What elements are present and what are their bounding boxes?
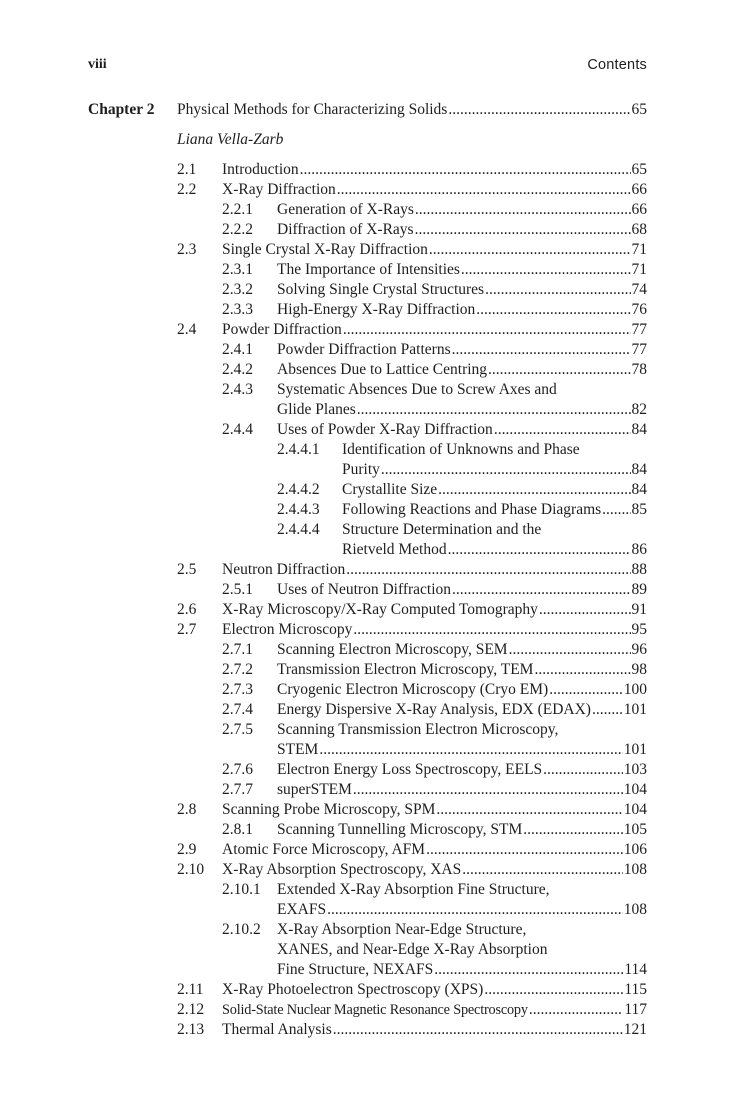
- section-number: 2.4.4.3: [277, 501, 320, 518]
- section-title: Powder Diffraction Patterns: [277, 341, 451, 358]
- section-page: 77: [631, 321, 647, 338]
- section-number: 2.3.1: [222, 261, 253, 278]
- section-title: Glide Planes: [277, 401, 356, 418]
- section-title: Following Reactions and Phase Diagrams: [342, 501, 602, 518]
- dot-leader: [488, 360, 630, 380]
- section-title: XANES, and Near-Edge X-Ray Absorption: [277, 941, 548, 958]
- section-title: Electron Energy Loss Spectroscopy, EELS: [277, 761, 543, 778]
- section-page: 65: [631, 161, 647, 178]
- section-page: 88: [631, 561, 647, 578]
- section-page: 86: [631, 541, 647, 558]
- toc-entry[interactable]: [0, 880, 735, 900]
- dot-leader: [337, 180, 631, 200]
- section-number: 2.1: [177, 161, 197, 178]
- dot-leader: [539, 600, 631, 620]
- dot-leader: [452, 580, 630, 600]
- section-page: 82: [631, 401, 647, 418]
- dot-leader: [300, 160, 631, 180]
- chapter-page: 65: [631, 101, 647, 118]
- dot-leader: [346, 560, 630, 580]
- section-number: 2.3.2: [222, 281, 253, 298]
- section-title: Solving Single Crystal Structures: [277, 281, 485, 298]
- section-title: X-Ray Diffraction: [222, 181, 336, 198]
- section-title: Uses of Neutron Diffraction: [277, 581, 452, 598]
- toc-entry[interactable]: [0, 840, 735, 860]
- dot-leader: [476, 300, 630, 320]
- chapter-label: Chapter 2: [88, 101, 155, 118]
- section-title: High-Energy X-Ray Diffraction: [277, 301, 476, 318]
- dot-leader: [353, 780, 623, 800]
- section-number: 2.4.4.1: [277, 441, 320, 458]
- dot-leader: [415, 200, 631, 220]
- toc-entry-continuation[interactable]: [0, 400, 735, 420]
- toc-entry[interactable]: [0, 440, 735, 460]
- section-number: 2.4.4.2: [277, 481, 320, 498]
- section-number: 2.7.5: [222, 721, 253, 738]
- section-page: 66: [631, 201, 647, 218]
- dot-leader: [448, 100, 630, 120]
- section-page: 96: [631, 641, 647, 658]
- section-page: 71: [631, 241, 647, 258]
- toc-entry[interactable]: [0, 160, 735, 180]
- section-page: 84: [631, 461, 647, 478]
- section-title: Diffraction of X-Rays: [277, 221, 414, 238]
- toc-entry[interactable]: [0, 340, 735, 360]
- section-page: 104: [623, 801, 647, 818]
- section-title: Purity: [342, 461, 380, 478]
- toc-entry[interactable]: [0, 300, 735, 320]
- toc-entry[interactable]: [0, 560, 735, 580]
- dot-leader: [484, 980, 623, 1000]
- toc-entry[interactable]: [0, 860, 735, 880]
- toc-entry[interactable]: [0, 240, 735, 260]
- section-page: 98: [631, 661, 647, 678]
- section-number: 2.12: [177, 1001, 205, 1018]
- dot-leader: [534, 660, 630, 680]
- dot-leader: [327, 900, 623, 920]
- toc-entry[interactable]: [0, 620, 735, 640]
- section-page: 95: [631, 621, 647, 638]
- section-page: 68: [631, 221, 647, 238]
- section-title: Electron Microscopy: [222, 621, 353, 638]
- section-title: EXAFS: [277, 901, 327, 918]
- dot-leader: [357, 400, 631, 420]
- section-title: Identification of Unknowns and Phase: [342, 441, 580, 458]
- section-page: 89: [631, 581, 647, 598]
- section-number: 2.4.1: [222, 341, 253, 358]
- dot-leader: [434, 960, 623, 980]
- section-number: 2.10.1: [222, 881, 261, 898]
- section-page: 104: [623, 781, 647, 798]
- section-title: Crystallite Size: [342, 481, 438, 498]
- section-number: 2.6: [177, 601, 197, 618]
- section-title: Cryogenic Electron Microscopy (Cryo EM): [277, 681, 549, 698]
- section-page: 84: [631, 421, 647, 438]
- section-number: 2.4.4: [222, 421, 253, 438]
- dot-leader: [602, 500, 630, 520]
- section-number: 2.7.7: [222, 781, 253, 798]
- section-page: 71: [631, 261, 647, 278]
- toc-entry[interactable]: [0, 1000, 735, 1020]
- section-title: Thermal Analysis: [222, 1021, 332, 1038]
- dot-leader: [523, 820, 622, 840]
- dot-leader: [592, 700, 623, 720]
- toc-entry[interactable]: [0, 660, 735, 680]
- toc-entry[interactable]: [0, 420, 735, 440]
- section-number: 2.4: [177, 321, 197, 338]
- dot-leader: [509, 640, 631, 660]
- section-title: Generation of X-Rays: [277, 201, 414, 218]
- toc-entry[interactable]: [0, 180, 735, 200]
- section-page: 101: [623, 701, 647, 718]
- toc-entry[interactable]: [0, 760, 735, 780]
- toc-entry-continuation[interactable]: [0, 900, 735, 920]
- section-page: 117: [624, 1001, 647, 1018]
- running-title: Contents: [587, 57, 647, 73]
- section-number: 2.7: [177, 621, 197, 638]
- dot-leader: [429, 240, 631, 260]
- chapter-title: Physical Methods for Characterizing Solids: [177, 101, 448, 118]
- section-title: Structure Determination and the: [342, 521, 542, 538]
- section-title: X-Ray Absorption Spectroscopy, XAS: [222, 861, 462, 878]
- dot-leader: [462, 860, 623, 880]
- section-page: 74: [631, 281, 647, 298]
- section-number: 2.5.1: [222, 581, 253, 598]
- section-number: 2.8: [177, 801, 197, 818]
- section-title: Solid-State Nuclear Magnetic Resonance Spectroscopy: [222, 1002, 528, 1018]
- section-page: 106: [623, 841, 647, 858]
- dot-leader: [461, 260, 631, 280]
- toc-entry[interactable]: [0, 320, 735, 340]
- section-title: Uses of Powder X-Ray Diffraction: [277, 421, 493, 438]
- toc-entry[interactable]: [0, 480, 735, 500]
- section-title: Energy Dispersive X-Ray Analysis, EDX (EDAX): [277, 701, 591, 718]
- section-title: Atomic Force Microscopy, AFM: [222, 841, 426, 858]
- toc-entry[interactable]: [0, 640, 735, 660]
- section-page: 78: [631, 361, 647, 378]
- toc-entry[interactable]: [0, 200, 735, 220]
- toc-entry-continuation[interactable]: [0, 940, 735, 960]
- section-number: 2.2.2: [222, 221, 253, 238]
- section-page: 85: [631, 501, 647, 518]
- toc-entry[interactable]: [0, 520, 735, 540]
- section-title: Introduction: [222, 161, 299, 178]
- dot-leader: [426, 840, 623, 860]
- section-number: 2.4.2: [222, 361, 253, 378]
- section-title: X-Ray Photoelectron Spectroscopy (XPS): [222, 981, 484, 998]
- section-page: 84: [631, 481, 647, 498]
- toc-entry-continuation[interactable]: [0, 960, 735, 980]
- section-page: 108: [623, 901, 647, 918]
- toc-entry[interactable]: [0, 360, 735, 380]
- section-title: superSTEM: [277, 781, 352, 798]
- section-number: 2.2: [177, 181, 197, 198]
- section-number: 2.4.3: [222, 381, 253, 398]
- toc-entry[interactable]: [0, 280, 735, 300]
- dot-leader: [381, 460, 631, 480]
- section-page: 91: [631, 601, 647, 618]
- section-title: X-Ray Microscopy/X-Ray Computed Tomography: [222, 601, 538, 618]
- dot-leader: [529, 1000, 623, 1020]
- toc-entry[interactable]: [0, 920, 735, 940]
- section-page: 121: [623, 1021, 647, 1038]
- section-title: Transmission Electron Microscopy, TEM: [277, 661, 534, 678]
- section-page: 77: [631, 341, 647, 358]
- toc-entry[interactable]: [0, 820, 735, 840]
- section-number: 2.4.4.4: [277, 521, 320, 538]
- dot-leader: [452, 340, 631, 360]
- section-title: Single Crystal X-Ray Diffraction: [222, 241, 428, 258]
- section-title: Scanning Probe Microscopy, SPM: [222, 801, 436, 818]
- section-page: 115: [624, 981, 647, 998]
- toc-entry[interactable]: [0, 680, 735, 700]
- dot-leader: [549, 680, 623, 700]
- page-number: viii: [88, 57, 107, 72]
- dot-leader: [438, 480, 630, 500]
- section-title: STEM: [277, 741, 319, 758]
- section-number: 2.2.1: [222, 201, 253, 218]
- section-number: 2.7.6: [222, 761, 253, 778]
- section-title: Systematic Absences Due to Screw Axes and: [277, 381, 557, 398]
- section-number: 2.3: [177, 241, 197, 258]
- chapter-entry[interactable]: [0, 100, 735, 120]
- section-page: 100: [623, 681, 647, 698]
- toc-entry[interactable]: [0, 220, 735, 240]
- section-title: Powder Diffraction: [222, 321, 342, 338]
- toc-entry-continuation[interactable]: [0, 540, 735, 560]
- toc-entry-continuation[interactable]: [0, 740, 735, 760]
- chapter-author: Liana Vella-Zarb: [177, 131, 284, 148]
- dot-leader: [415, 220, 631, 240]
- section-page: 108: [623, 861, 647, 878]
- section-page: 114: [624, 961, 647, 978]
- dot-leader: [319, 740, 622, 760]
- toc-entry[interactable]: [0, 1020, 735, 1040]
- section-title: Fine Structure, NEXAFS: [277, 961, 434, 978]
- toc-entry[interactable]: [0, 380, 735, 400]
- section-title: The Importance of Intensities: [277, 261, 460, 278]
- section-page: 103: [623, 761, 647, 778]
- toc-entry-continuation[interactable]: [0, 460, 735, 480]
- section-title: Neutron Diffraction: [222, 561, 346, 578]
- toc-entry[interactable]: [0, 580, 735, 600]
- dot-leader: [543, 760, 623, 780]
- dot-leader: [436, 800, 622, 820]
- section-title: Scanning Transmission Electron Microscopy,: [277, 721, 559, 738]
- section-number: 2.7.2: [222, 661, 253, 678]
- dot-leader: [448, 540, 631, 560]
- dot-leader: [333, 1020, 623, 1040]
- section-number: 2.7.4: [222, 701, 253, 718]
- toc-entry[interactable]: [0, 780, 735, 800]
- section-number: 2.7.3: [222, 681, 253, 698]
- dot-leader: [485, 280, 630, 300]
- toc-entry[interactable]: [0, 700, 735, 720]
- dot-leader: [353, 620, 630, 640]
- toc-entry[interactable]: [0, 500, 735, 520]
- section-title: Scanning Electron Microscopy, SEM: [277, 641, 508, 658]
- section-title: Rietveld Method: [342, 541, 447, 558]
- toc-entry[interactable]: [0, 260, 735, 280]
- section-number: 2.8.1: [222, 821, 253, 838]
- section-number: 2.10.2: [222, 921, 261, 938]
- section-number: 2.11: [177, 981, 204, 998]
- section-page: 105: [623, 821, 647, 838]
- section-number: 2.5: [177, 561, 197, 578]
- section-number: 2.13: [177, 1021, 205, 1038]
- toc-entry[interactable]: [0, 720, 735, 740]
- section-title: Scanning Tunnelling Microscopy, STM: [277, 821, 523, 838]
- toc-entry[interactable]: [0, 980, 735, 1000]
- section-number: 2.9: [177, 841, 197, 858]
- section-number: 2.7.1: [222, 641, 253, 658]
- toc-entry[interactable]: [0, 600, 735, 620]
- dot-leader: [494, 420, 631, 440]
- toc-entry[interactable]: [0, 800, 735, 820]
- section-title: Extended X-Ray Absorption Fine Structure,: [277, 881, 550, 898]
- section-title: X-Ray Absorption Near-Edge Structure,: [277, 921, 527, 938]
- section-page: 76: [631, 301, 647, 318]
- section-number: 2.3.3: [222, 301, 253, 318]
- section-page: 66: [631, 181, 647, 198]
- section-number: 2.10: [177, 861, 205, 878]
- section-page: 101: [623, 741, 647, 758]
- section-title: Absences Due to Lattice Centring: [277, 361, 488, 378]
- dot-leader: [343, 320, 631, 340]
